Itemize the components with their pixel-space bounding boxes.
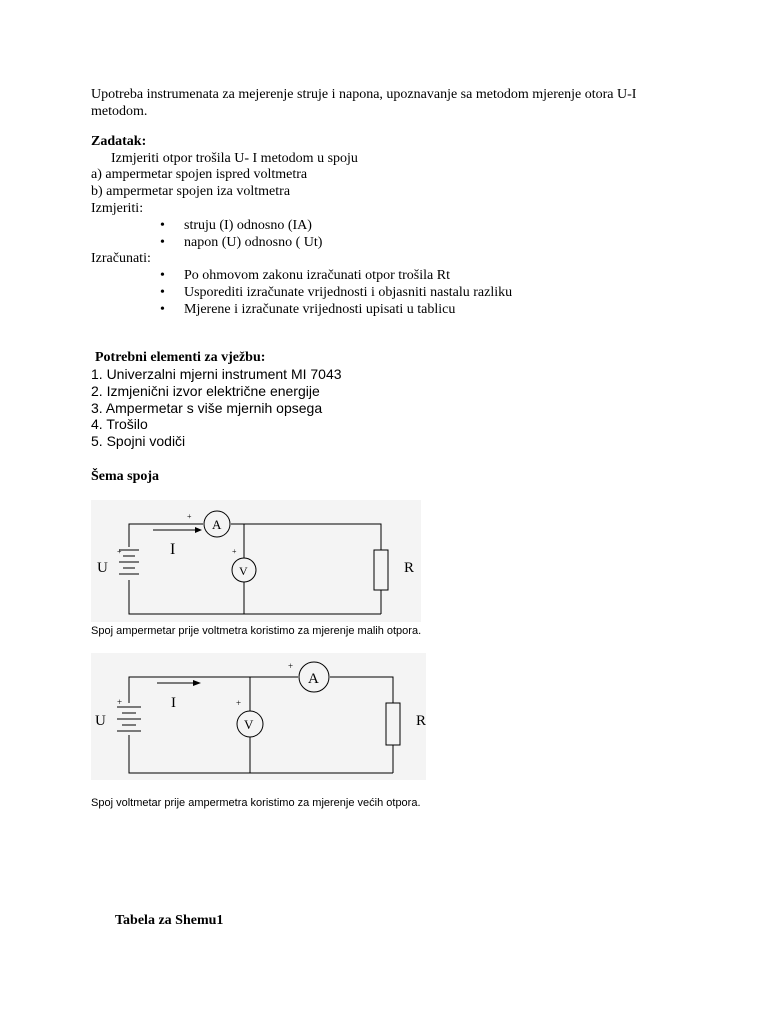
- calc-item-text: Po ohmovom zakonu izračunati otpor trošila Rt: [184, 268, 450, 283]
- resistor-label: R: [416, 713, 426, 729]
- voltmeter-label: V: [239, 564, 248, 578]
- plus-sign: +: [232, 547, 237, 556]
- bullet-icon: •: [160, 268, 165, 283]
- plus-sign: +: [288, 661, 294, 671]
- plus-sign: +: [117, 547, 122, 556]
- circuit-diagram-1: [91, 500, 421, 622]
- bullet-icon: •: [160, 302, 165, 317]
- task-option-b: b) ampermetar spojen iza voltmetra: [91, 184, 291, 199]
- current-label: I: [170, 541, 176, 558]
- calc-item: [160, 267, 450, 284]
- caption-2: Spoj voltmetar prije ampermetra koristimo za mjerenje većih otpora.: [91, 797, 421, 809]
- current-label: I: [171, 695, 176, 711]
- calc-item: [160, 284, 512, 301]
- calc-item-text: Mjerene i izračunate vrijednosti upisati u tablicu: [184, 302, 456, 317]
- elements-item: 2. Izmjenični izvor električne energije: [91, 383, 320, 399]
- resistor-label: R: [404, 560, 415, 576]
- elements-item: 3. Ampermetar s više mjernih opsega: [91, 400, 323, 416]
- source-label: U: [97, 560, 108, 576]
- calc-item-text: Usporediti izračunate vrijednosti i objasniti nastalu razliku: [184, 285, 513, 300]
- task-line: Izmjeriti otpor trošila U- I metodom u spoju: [111, 151, 358, 166]
- task-option-a: a) ampermetar spojen ispred voltmetra: [91, 167, 308, 182]
- plus-sign: +: [117, 697, 123, 707]
- ammeter-label: A: [308, 671, 319, 687]
- bullet-icon: •: [160, 218, 165, 233]
- circuit-diagram-2: [91, 653, 426, 780]
- table-heading: Tabela za Shemu1: [115, 913, 224, 928]
- plus-sign: +: [236, 698, 242, 708]
- caption-1: Spoj ampermetar prije voltmetra koristimo za mjerenje malih otpora.: [91, 625, 422, 637]
- measure-label: Izmjeriti:: [91, 201, 144, 216]
- intro-line-1: Upotreba instrumenata za mejerenje struje i napona, upoznavanje sa metodom mjerenje otora U-I: [91, 87, 637, 102]
- elements-heading: Potrebni elementi za vježbu:: [95, 350, 266, 365]
- elements-item: 4. Trošilo: [91, 416, 148, 432]
- schema-heading: Šema spoja: [91, 469, 160, 484]
- ammeter-label: A: [212, 517, 222, 532]
- intro-line-2: metodom.: [91, 104, 148, 119]
- measure-item: [160, 217, 312, 234]
- bullet-icon: •: [160, 235, 165, 250]
- task-heading: Zadatak:: [91, 134, 147, 149]
- plus-sign: +: [187, 512, 192, 521]
- voltmeter-label: V: [244, 717, 254, 732]
- measure-item-text: struju (I) odnosno (IA): [184, 218, 312, 233]
- elements-item: 5. Spojni vodiči: [91, 433, 186, 449]
- measure-item: [160, 234, 322, 251]
- measure-item-text: napon (U) odnosno ( Ut): [184, 235, 323, 250]
- calc-item: [160, 301, 455, 318]
- elements-item: 1. Univerzalni mjerni instrument MI 7043: [91, 366, 342, 382]
- calc-label: Izračunati:: [91, 251, 151, 266]
- bullet-icon: •: [160, 285, 165, 300]
- source-label: U: [95, 713, 106, 729]
